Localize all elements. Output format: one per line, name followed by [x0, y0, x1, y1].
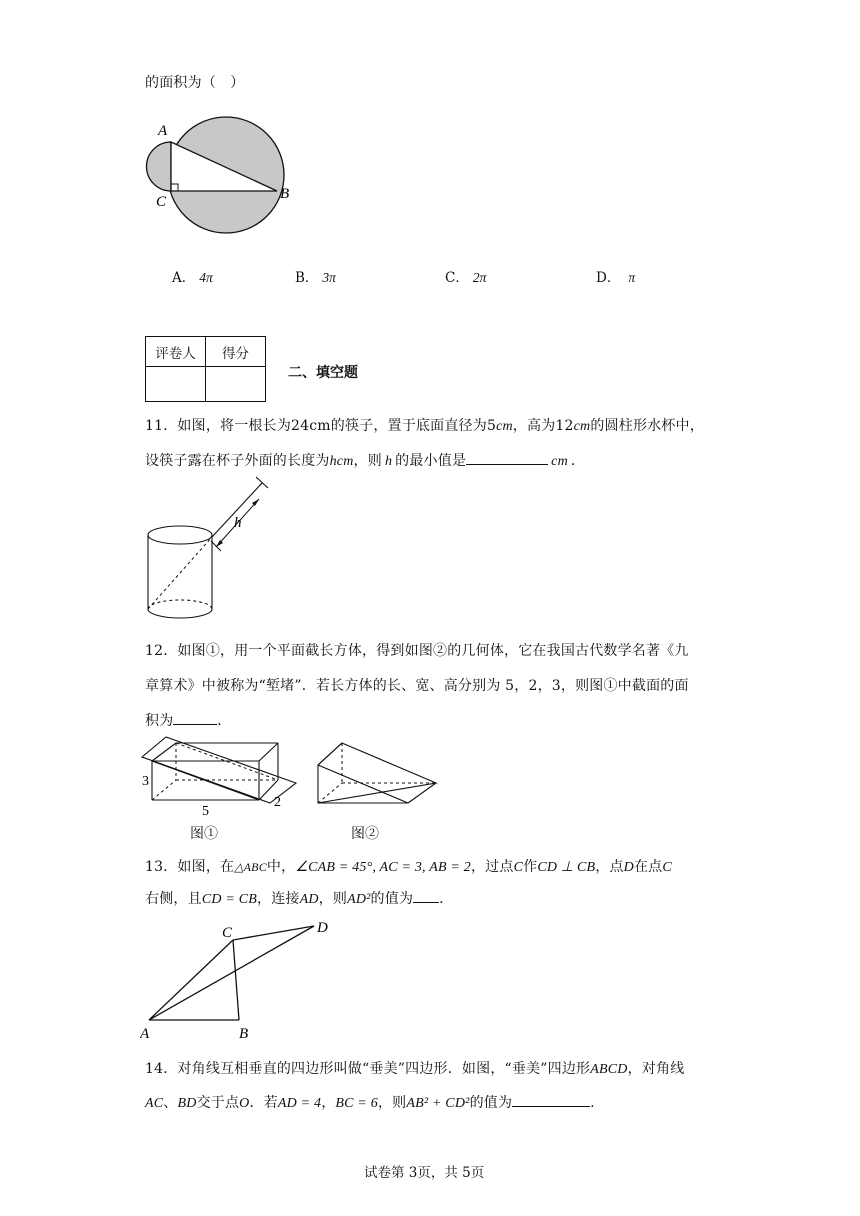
q13-figure: [140, 916, 350, 1041]
point-a-label: A: [140, 1026, 150, 1041]
text: ．若: [249, 1095, 278, 1111]
point-d-label: D: [317, 920, 328, 936]
option-a-key: A．: [172, 270, 196, 286]
dim-length: 5: [202, 804, 209, 815]
option-a-value: 4π: [199, 270, 213, 285]
question-13-line-2: [145, 888, 444, 908]
option-d[interactable]: [596, 266, 635, 286]
text: ，则: [318, 891, 348, 907]
option-b-value: 3π: [322, 270, 336, 285]
text: cm: [573, 419, 591, 434]
point-b-label: B: [280, 186, 290, 202]
text: CD = CB: [201, 892, 257, 907]
point-c-label: C: [222, 925, 233, 941]
text: 中，: [266, 859, 296, 875]
text: 、: [163, 1095, 178, 1111]
text: ∠CAB = 45°, AC = 3, AB = 2: [295, 860, 471, 875]
text: 24cm: [291, 418, 331, 434]
question-12-line-3: [145, 710, 232, 730]
text: ，高为: [512, 418, 556, 434]
question-12-line-2: 章算术》中被称为“堑堵”．若长方体的长、宽、高分别为 5，2，3，则图①中截面的面: [145, 678, 689, 694]
text: 的筷子，置于底面直径为: [330, 418, 487, 434]
text: AC: [145, 1096, 164, 1111]
text: 12: [555, 418, 574, 434]
text: 的值为: [469, 1095, 513, 1111]
dim-height: 3: [142, 774, 149, 789]
q12-figure-1: [140, 735, 300, 815]
text: 的最小值是: [395, 453, 467, 469]
score-header: 得分: [206, 337, 266, 367]
text: C: [513, 860, 524, 875]
text: ，点: [595, 859, 624, 875]
score-cell[interactable]: [206, 367, 266, 402]
question-14-line-1: [145, 1058, 684, 1078]
text: 11．如图，将一根长为: [145, 418, 292, 434]
page-footer: 试卷第 3页，共 5页: [364, 1165, 485, 1181]
question-10-tail: 的面积为（ ）: [145, 75, 245, 91]
grader-header: 评卷人: [146, 337, 206, 367]
answer-blank-13[interactable]: [413, 888, 439, 903]
text: cm: [551, 454, 568, 469]
text: AB² + CD²: [406, 1096, 470, 1111]
text: ，则: [377, 1095, 407, 1111]
question-11-line-1: [145, 415, 704, 435]
point-a-label: A: [158, 123, 168, 139]
text: ，过点: [470, 859, 514, 875]
text: 在点: [633, 859, 663, 875]
option-c-key: C．: [445, 270, 469, 286]
text: ，连接: [257, 891, 300, 907]
text: O: [239, 1096, 250, 1111]
text: 的圆柱形水杯中，: [590, 418, 704, 434]
figure-2-caption: 图②: [351, 826, 379, 842]
text: h: [384, 454, 393, 469]
text: AD²: [347, 892, 371, 907]
text: .: [439, 891, 444, 907]
question-12-line-1: 12．如图①，用一个平面截长方体，得到如图②的几何体，它在我国古代数学名著《九: [145, 643, 689, 659]
text: AD: [299, 892, 319, 907]
text: 的值为: [370, 891, 414, 907]
text: ，: [321, 1095, 336, 1111]
point-c-label: C: [156, 194, 167, 210]
text: CD ⊥ CB: [537, 860, 596, 875]
text: hcm: [329, 454, 354, 469]
text: 13．如图，在: [145, 859, 235, 875]
figure-1-caption: 图①: [190, 826, 218, 842]
text: 交于点: [196, 1095, 240, 1111]
point-b-label: B: [239, 1026, 249, 1041]
answer-blank-12[interactable]: [173, 710, 217, 725]
text: AD = 4: [277, 1096, 322, 1111]
answer-blank-11[interactable]: [466, 450, 548, 465]
text: C: [662, 860, 672, 875]
option-b-key: B．: [295, 270, 319, 286]
score-table: [145, 336, 266, 402]
text: .: [570, 453, 576, 469]
text: 14．对角线互相垂直的四边形叫做“垂美”四边形．如图，“垂美”四边形: [145, 1061, 591, 1077]
option-a[interactable]: [172, 266, 213, 286]
option-c-value: 2π: [472, 270, 487, 285]
option-d-value: π: [628, 270, 636, 285]
option-c[interactable]: [445, 266, 486, 286]
text: △ABC: [234, 860, 267, 874]
q11-figure: [138, 475, 278, 625]
text: ．: [217, 713, 232, 729]
question-13-line-1: [145, 856, 672, 876]
text: ，则: [353, 453, 382, 469]
text: ，对角线: [627, 1061, 685, 1077]
text: .: [590, 1095, 595, 1111]
question-14-line-2: [145, 1092, 595, 1112]
question-11-line-2: [145, 450, 576, 470]
q10-figure: [138, 100, 308, 260]
q12-figure-2: [312, 735, 442, 810]
text: cm: [496, 419, 513, 434]
text: 积为: [145, 713, 174, 729]
text: ABCD: [590, 1062, 628, 1077]
text: 5: [486, 418, 497, 434]
option-d-key: D．: [596, 270, 621, 286]
section-title: 二、填空题: [288, 365, 358, 381]
h-label: h: [234, 515, 242, 531]
text: BD: [177, 1096, 197, 1111]
option-b[interactable]: [295, 266, 336, 286]
text: D: [623, 860, 634, 875]
text: 作: [523, 859, 538, 875]
text: 右侧，且: [145, 891, 202, 907]
dim-width: 2: [274, 795, 281, 810]
text: 设筷子露在杯子外面的长度为: [145, 453, 330, 469]
text: BC = 6: [335, 1096, 378, 1111]
grader-cell[interactable]: [146, 367, 206, 402]
answer-blank-14[interactable]: [512, 1092, 590, 1107]
